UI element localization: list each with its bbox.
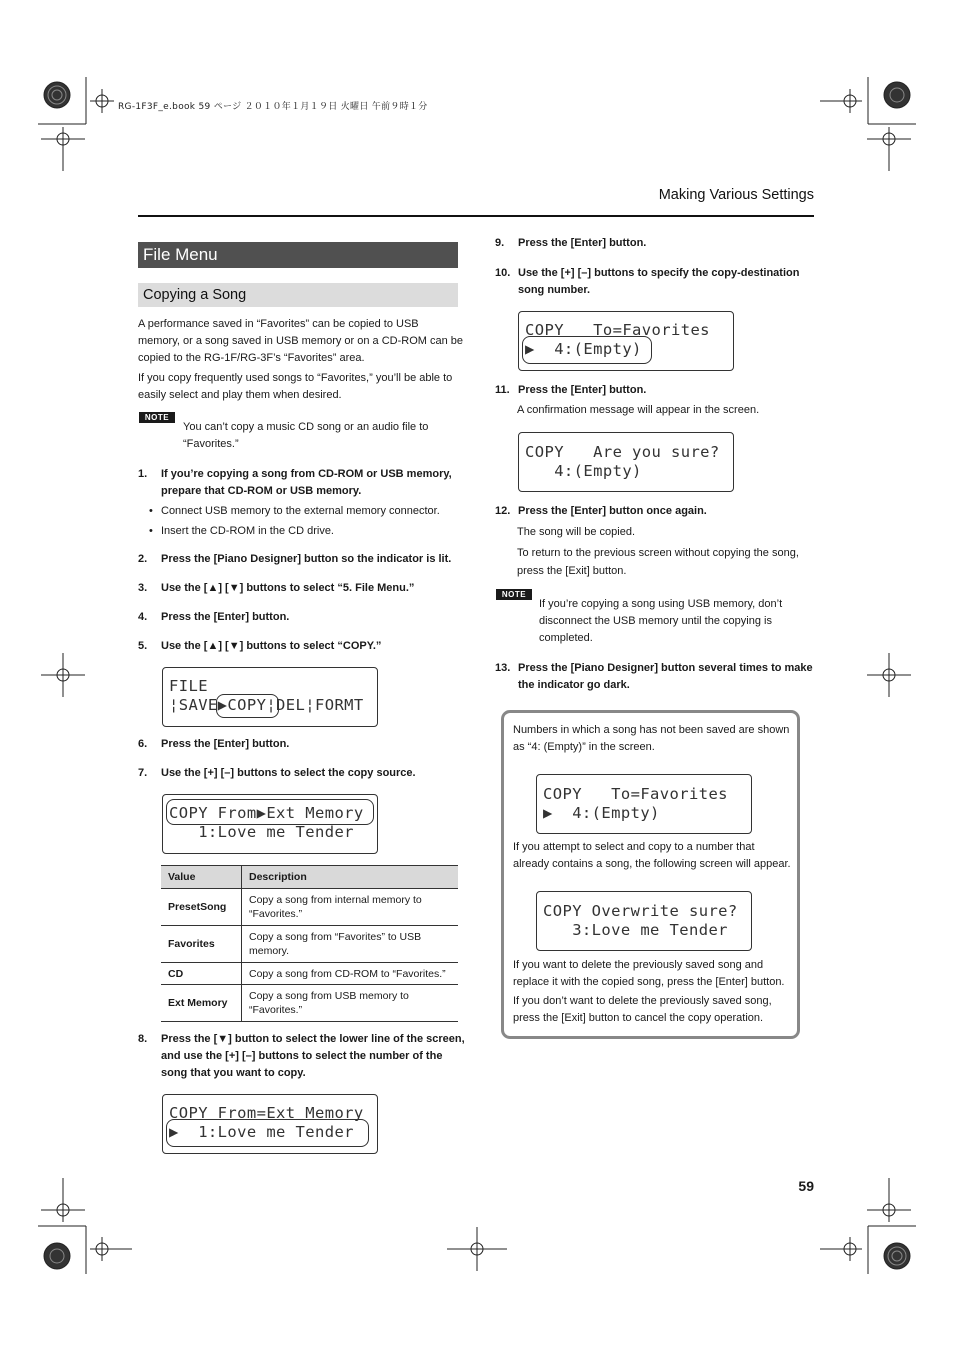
lcd-tip-overwrite [536,891,752,951]
lcd-line: ▶ 1:Love me Tender [169,1123,354,1141]
step-text: Press the [Enter] button. [161,611,290,623]
lcd-cursor-highlight [216,694,279,718]
table-header-row [161,866,458,889]
description-cell: Copy a song from internal memory to “Favorites.” [242,889,459,926]
print-stamp: RG-1F3F_e.book 59 ページ ２０１０年１月１９日 火曜日 午前９時１分 [118,102,428,112]
lcd-line: ¦SAVE▶COPY¦DEL¦FORMT [169,696,364,714]
step-number: 1. [138,468,148,480]
lcd-line: COPY From=Ext Memory [169,1104,364,1122]
column-header: Value [161,866,242,889]
step-number: 3. [138,582,148,594]
step-text: Press the [Enter] button. [518,384,647,396]
table-row [161,926,458,963]
description-cell: Copy a song from USB memory to “Favorites.” [242,985,459,1022]
lcd-line: ▶ 4:(Empty) [543,804,660,822]
value-cell: CD [161,963,242,985]
tip-text: If you attempt to select and copy to a number that [513,841,755,853]
lcd-cursor-highlight [522,336,652,364]
step-text: Press the [Piano Designer] button so the indicator is lit. [161,553,452,565]
step-number: 8. [138,1033,148,1045]
value-cell: Favorites [161,926,242,963]
value-cell: Ext Memory [161,985,242,1022]
copy-source-table [161,865,458,1022]
step-number: 2. [138,553,148,565]
step-text: Use the [+] [–] buttons to select the copy source. [161,767,416,779]
page-number: 59 [798,1178,814,1194]
lcd-line: COPY Are you sure? [525,443,720,461]
lcd-file-menu [162,667,378,727]
step-number: 4. [138,611,148,623]
step-text: Press the [Piano Designer] button several times to make [518,662,813,674]
step-1 [138,466,468,500]
note-text: completed. [539,632,593,644]
running-header: Making Various Settings [658,187,814,203]
intro-line: memory, or a song saved in USB memory or on a CD-ROM can be [138,335,464,347]
tip-text: already contains a song, the following screen will appear. [513,858,791,870]
step-description: To return to the previous screen without copying the song, [517,547,799,559]
description-cell: Copy a song from CD-ROM to “Favorites.” [242,963,459,985]
lcd-line: ▶ 4:(Empty) [525,340,642,358]
subsection-title: Copying a Song [138,283,458,307]
step-number: 12. [495,505,511,517]
lcd-line: 1:Love me Tender [169,823,354,841]
step-text: the indicator go dark. [518,679,630,691]
lcd-line: COPY From▶Ext Memory [169,804,364,822]
step-text: song number. [518,284,591,296]
value-cell: PresetSong [161,889,242,926]
section-title: File Menu [138,242,458,268]
step-text: and use the [+] [–] buttons to select the number of the [161,1050,443,1062]
description-cell: Copy a song from “Favorites” to USB memory. [242,926,459,963]
table-row [161,963,458,985]
column-header: Description [242,866,459,889]
table-row [161,985,458,1022]
note-badge: NOTE [496,589,532,600]
step-text: Press the [Enter] button. [518,237,647,249]
bullet-mark: • [149,525,153,537]
step-13 [495,660,815,694]
tip-text: replace it with the copied song, press the [Enter] button. [513,976,785,988]
intro-line: A performance saved in “Favorites” can be copied to USB [138,318,419,330]
lcd-line: FILE [169,677,208,695]
step-number: 5. [138,640,148,652]
intro-line: easily select and play them when desired. [138,389,342,401]
step-number: 10. [495,267,511,279]
step-text: Press the [Enter] button. [161,738,290,750]
lcd-line: COPY To=Favorites [543,785,728,803]
lcd-line: 3:Love me Tender [543,921,728,939]
note-text: “Favorites.” [183,438,239,450]
note-text: You can’t copy a music CD song or an audio file to [183,421,429,433]
bullet-mark: • [149,505,153,517]
step-number: 9. [495,237,505,249]
note-text: If you’re copying a song using USB memory, don’t [539,598,783,610]
step-text: Use the [▲] [▼] buttons to select “COPY.” [161,640,382,652]
step-number: 13. [495,662,511,674]
lcd-copy-source [162,794,378,854]
step-text: Press the [▼] button to select the lower line of the screen, [161,1033,465,1045]
step-number: 6. [138,738,148,750]
tip-text: Numbers in which a song has not been saved are shown [513,724,790,736]
step-description: press the [Exit] button. [517,565,627,577]
step-text: Use the [+] [–] buttons to specify the copy-destination [518,267,800,279]
tip-text: as “4: (Empty)” in the screen. [513,741,655,753]
step-description: The song will be copied. [517,526,636,538]
note-badge: NOTE [139,412,175,423]
bullet-text: Connect USB memory to the external memory connector. [161,505,440,517]
lcd-line: 4:(Empty) [525,462,642,480]
lcd-line: COPY Overwrite sure? [543,902,738,920]
step-description: A confirmation message will appear in the screen. [517,404,760,416]
lcd-cursor-highlight [166,1119,369,1147]
bullet-text: Insert the CD-ROM in the CD drive. [161,525,334,537]
tip-text: If you want to delete the previously saved song and [513,959,764,971]
lcd-copy-destination [518,311,734,371]
step-8 [138,1031,468,1082]
header-rule [138,215,814,217]
step-text: song that you want to copy. [161,1067,306,1079]
step-10 [495,265,815,299]
step-text: Press the [Enter] button once again. [518,505,707,517]
lcd-cursor-highlight [166,799,374,825]
lcd-confirm [518,432,734,492]
lcd-line: COPY To=Favorites [525,321,710,339]
lcd-tip-empty [536,774,752,834]
step-text: prepare that CD-ROM or USB memory. [161,485,362,497]
step-text: If you’re copying a song from CD-ROM or USB memory, [161,468,452,480]
note-text: disconnect the USB memory until the copying is [539,615,772,627]
intro-line: If you copy frequently used songs to “Favorites,” you’ll be able to [138,372,453,384]
step-text: Use the [▲] [▼] buttons to select “5. File Menu.” [161,582,415,594]
lcd-copy-song [162,1094,378,1154]
tip-text: press the [Exit] button to cancel the copy operation. [513,1012,764,1024]
step-number: 11. [495,384,510,396]
intro-line: copied to the RG-1F/RG-3F’s “Favorites” area. [138,352,365,364]
tip-text: If you don’t want to delete the previously saved song, [513,995,772,1007]
table-row [161,889,458,926]
step-number: 7. [138,767,148,779]
